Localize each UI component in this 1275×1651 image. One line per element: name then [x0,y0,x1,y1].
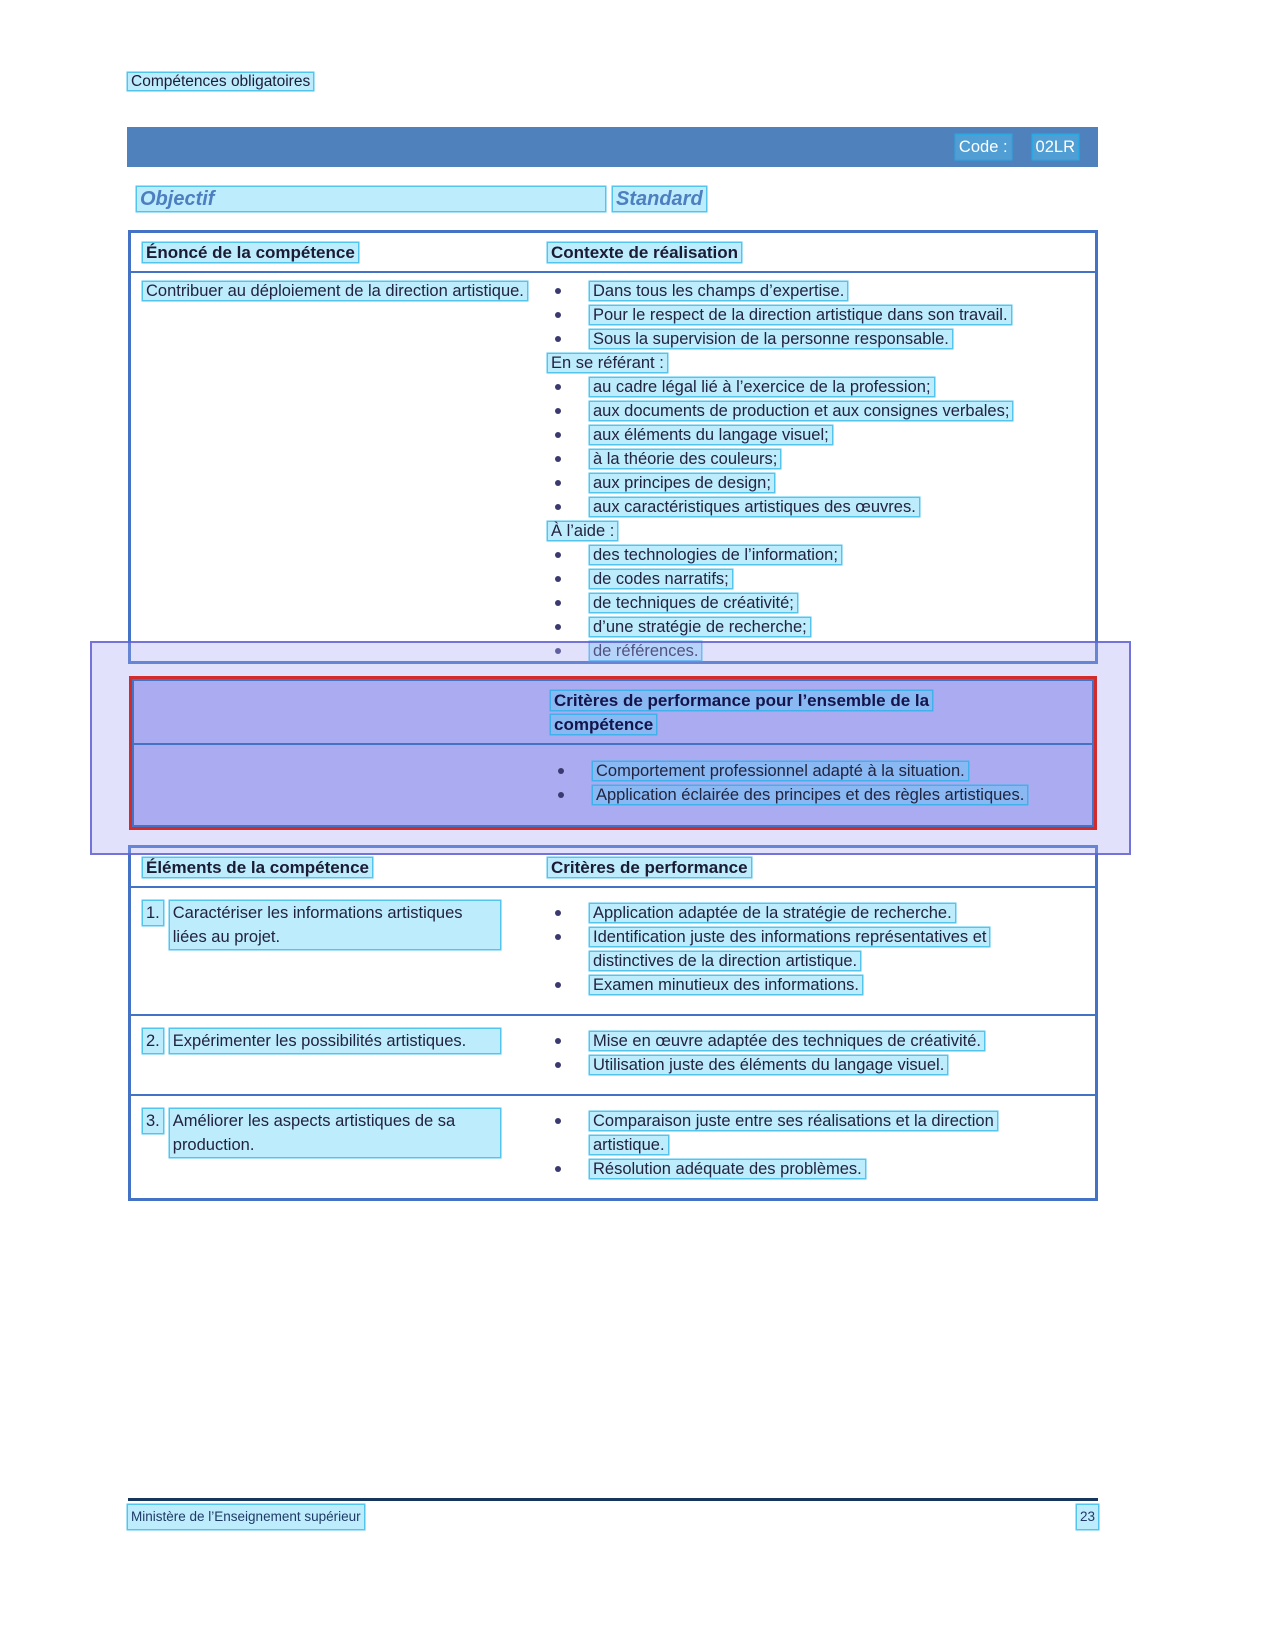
element-number: 2. [143,1029,163,1053]
bullet-icon [555,1166,561,1172]
criterion-text: Mise en œuvre adaptée des techniques de créativité. [590,1032,984,1050]
criterion-text: Identification juste des informations représentatives et distinctives de la direction artistique. [590,928,989,970]
context-list [548,273,1095,671]
performance-criterion-text: Comportement professionnel adapté à la situation. [593,762,968,780]
bullet-icon [555,384,561,390]
performance-criteria-list [551,753,1092,815]
context-item-text: Sous la supervision de la personne responsable. [590,330,952,348]
criterion-text: Résolution adéquate des problèmes. [590,1160,865,1178]
context-item [548,399,1051,423]
performance-title-row [134,681,1092,745]
performance-title: Critères de performance pour l’ensemble de la compétence [551,691,932,734]
context-item-text: de références. [590,642,701,660]
competence-statement: Contribuer au déploiement de la direction artistique. [143,282,527,300]
competence-table [128,230,1098,664]
standard-heading: Standard [613,187,706,211]
context-item-text: d’une stratégie de recherche; [590,618,810,636]
bullet-icon [555,910,561,916]
criterion [548,901,1051,925]
element-text: Caractériser les informations artistiques liées au projet. [170,901,500,949]
element-cell [131,1023,548,1085]
context-item-text: à la théorie des couleurs; [590,450,780,468]
bullet-icon [555,288,561,294]
criterion [548,925,1051,973]
criterion-text: Comparaison juste entre ses réalisations et la direction artistique. [590,1112,997,1154]
performance-criterion-text: Application éclairée des principes et des règles artistiques. [593,786,1027,804]
header-enonce: Énoncé de la compétence [131,241,548,265]
context-subheading [548,519,1051,543]
context-item [548,327,1051,351]
criterion-text: Utilisation juste des éléments du langage visuel. [590,1056,947,1074]
context-item-text: Pour le respect de la direction artistique dans son travail. [590,306,1011,324]
context-item [548,303,1051,327]
bullet-icon [555,504,561,510]
bullet-icon [555,456,561,462]
criterion-text: Examen minutieux des informations. [590,976,862,994]
element-row [131,1014,1095,1094]
criteria-list [548,895,1095,1005]
bullet-icon [555,1118,561,1124]
competence-statement-cell [131,273,548,671]
section-headings [137,185,1097,213]
bullet-icon [555,624,561,630]
document-category-text: Compétences obligatoires [128,73,313,90]
bullet-icon [555,336,561,342]
performance-title-cell [551,689,1092,737]
context-item [548,279,1051,303]
code-value: 02LR [1033,135,1078,159]
bullet-icon [555,934,561,940]
context-item-text: aux caractéristiques artistiques des œuvres. [590,498,919,516]
performance-criterion [551,783,1037,807]
element-number: 1. [143,901,163,925]
bullet-icon [555,600,561,606]
context-subheading-text: En se référant : [548,354,667,372]
context-item-text: Dans tous les champs d’expertise. [590,282,847,300]
criterion [548,1109,1051,1157]
bullet-icon [555,480,561,486]
page-footer [128,1498,1098,1529]
element-cell [131,1103,548,1189]
element-row [131,1094,1095,1198]
bullet-icon [555,408,561,414]
context-item [548,615,1051,639]
context-item-text: de techniques de créativité; [590,594,797,612]
context-subheading [548,351,1051,375]
bullet-icon [555,552,561,558]
context-item-text: au cadre légal lié à l’exercice de la profession; [590,378,934,396]
objectif-heading: Objectif [137,187,605,211]
context-item-text: des technologies de l’information; [590,546,841,564]
element-text: Améliorer les aspects artistiques de sa production. [170,1109,500,1157]
context-item [548,495,1051,519]
criterion [548,1157,1051,1181]
context-item-text: de codes narratifs; [590,570,732,588]
document-category-label [128,70,313,94]
context-item-text: aux principes de design; [590,474,774,492]
bullet-icon [555,1062,561,1068]
criterion [548,1029,1051,1053]
criterion [548,1053,1051,1077]
performance-block [132,679,1094,827]
context-item-text: aux éléments du langage visuel; [590,426,832,444]
element-text: Expérimenter les possibilités artistiques. [170,1029,500,1053]
context-item-text: aux documents de production et aux consignes verbales; [590,402,1012,420]
header-contexte: Contexte de réalisation [548,241,1095,265]
footer-page-number: 23 [1077,1505,1098,1529]
performance-criteria-row [134,745,1092,825]
context-item [548,639,1051,663]
competence-table-body [131,273,1095,671]
criterion-text: Application adaptée de la stratégie de recherche. [590,904,955,922]
element-row [131,888,1095,1014]
bullet-icon [558,768,564,774]
context-item [548,423,1051,447]
footer-ministry: Ministère de l’Enseignement supérieur [128,1505,364,1529]
competence-table-header [131,233,1095,273]
criteria-list [548,1023,1095,1085]
header-criteres: Critères de performance [548,856,1095,880]
bullet-icon [555,312,561,318]
bullet-icon [555,432,561,438]
criterion [548,973,1051,997]
context-item [548,447,1051,471]
element-number: 3. [143,1109,163,1133]
context-item [548,543,1051,567]
header-elements: Éléments de la compétence [131,856,548,880]
context-item [548,591,1051,615]
context-item [548,375,1051,399]
performance-criterion [551,759,1037,783]
context-subheading-text: À l’aide : [548,522,617,540]
bullet-icon [555,576,561,582]
context-item [548,567,1051,591]
criteria-list [548,1103,1095,1189]
code-banner [127,127,1098,167]
performance-annotation-box [129,676,1097,830]
code-prefix-label: Code : [956,135,1011,159]
bullet-icon [555,1038,561,1044]
bullet-icon [555,982,561,988]
bullet-icon [558,792,564,798]
elements-table-header [131,848,1095,888]
context-item [548,471,1051,495]
elements-table [128,845,1098,1201]
element-cell [131,895,548,1005]
bullet-icon [555,648,561,654]
